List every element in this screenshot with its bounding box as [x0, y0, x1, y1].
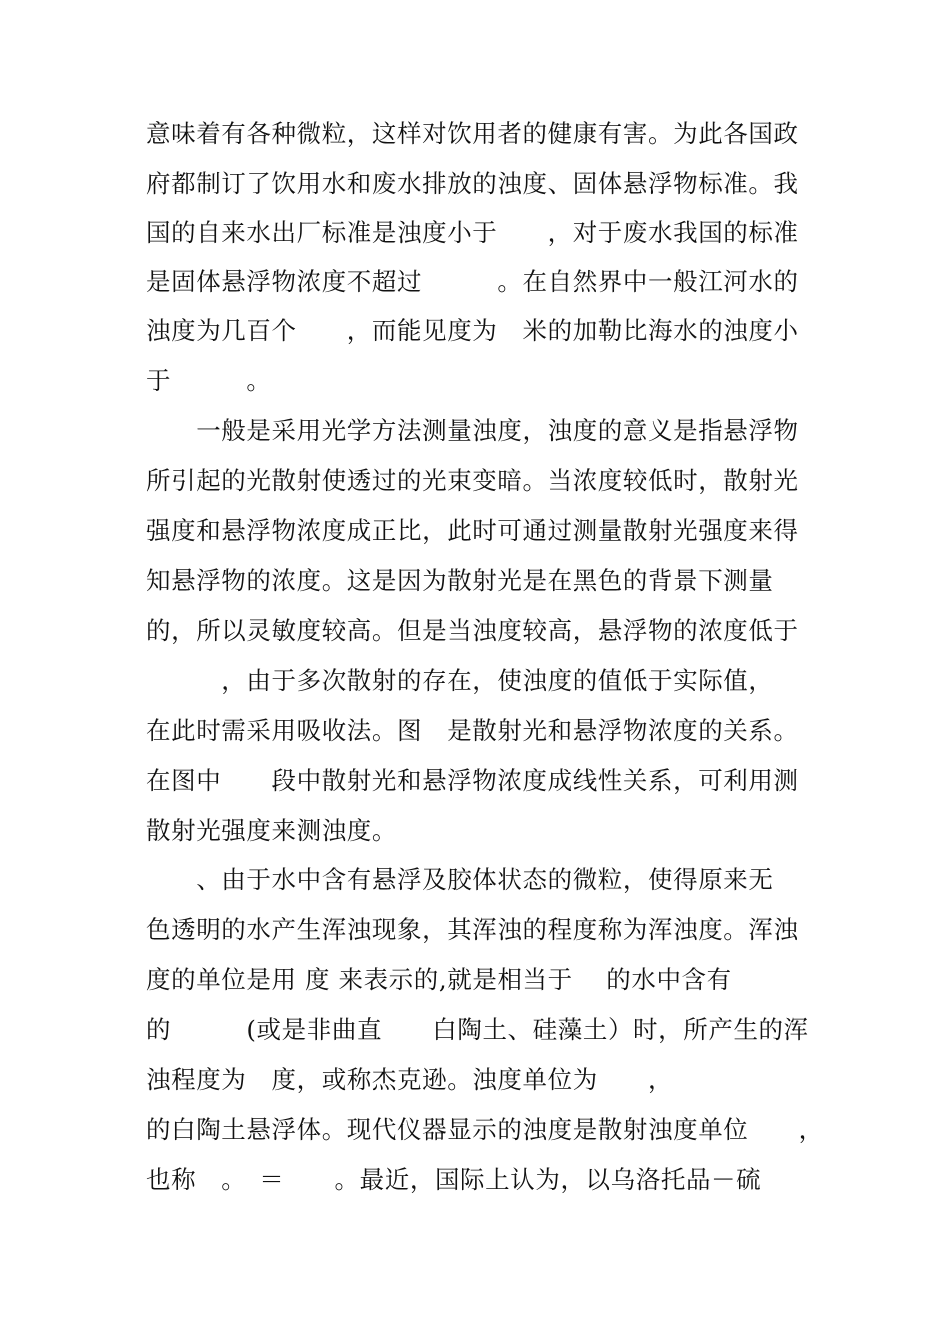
- text-line: 在此时需采用吸收法。图 是散射光和悬浮物浓度的关系。: [146, 716, 799, 745]
- text-line: 国的自来水出厂标准是浊度小于 ，对于废水我国的标准: [146, 218, 799, 247]
- text-line: ，由于多次散射的存在，使浊度的值低于实际值，: [146, 666, 774, 695]
- text-line: 府都制订了饮用水和废水排放的浊度、固体悬浮物标准。我: [146, 169, 799, 198]
- text-line: 散射光强度来测浊度。: [146, 816, 397, 845]
- text-line: 的 (或是非曲直 白陶土、硅藻土）时，所产生的浑: [146, 1015, 809, 1044]
- text-line: 知悬浮物的浓度。这是因为散射光是在黑色的背景下测量: [146, 566, 774, 595]
- text-line: 的白陶土悬浮体。现代仪器显示的浊度是散射浊度单位 ，: [146, 1115, 824, 1144]
- text-line: 度的单位是用 度 来表示的,就是相当于 的水中含有: [146, 965, 732, 994]
- text-line: 也称 。 ＝ 。最近，国际上认为，以乌洛托品－硫: [146, 1165, 762, 1194]
- text-line: 于 。: [146, 366, 272, 395]
- text-line: 强度和悬浮物浓度成正比，此时可通过测量散射光强度来得: [146, 516, 799, 545]
- text-line: 、由于水中含有悬浮及胶体状态的微粒，使得原来无: [146, 865, 774, 894]
- text-line: 一般是采用光学方法测量浊度，浊度的意义是指悬浮物: [146, 416, 799, 445]
- text-line: 是固体悬浮物浓度不超过 。在自然界中一般江河水的: [146, 267, 799, 296]
- text-line: 浊度为几百个 ，而能见度为 米的加勒比海水的浊度小: [146, 316, 799, 345]
- text-line: 所引起的光散射使透过的光束变暗。当浓度较低时，散射光: [146, 466, 799, 495]
- text-line: 在图中 段中散射光和悬浮物浓度成线性关系，可利用测: [146, 766, 799, 795]
- text-line: 的，所以灵敏度较高。但是当浊度较高，悬浮物的浓度低于: [146, 616, 799, 645]
- text-line: 色透明的水产生浑浊现象，其浑浊的程度称为浑浊度。浑浊: [146, 915, 799, 944]
- text-line: 意味着有各种微粒，这样对饮用者的健康有害。为此各国政: [146, 119, 799, 148]
- text-line: 浊程度为 度，或称杰克逊。浊度单位为 ，: [146, 1065, 674, 1094]
